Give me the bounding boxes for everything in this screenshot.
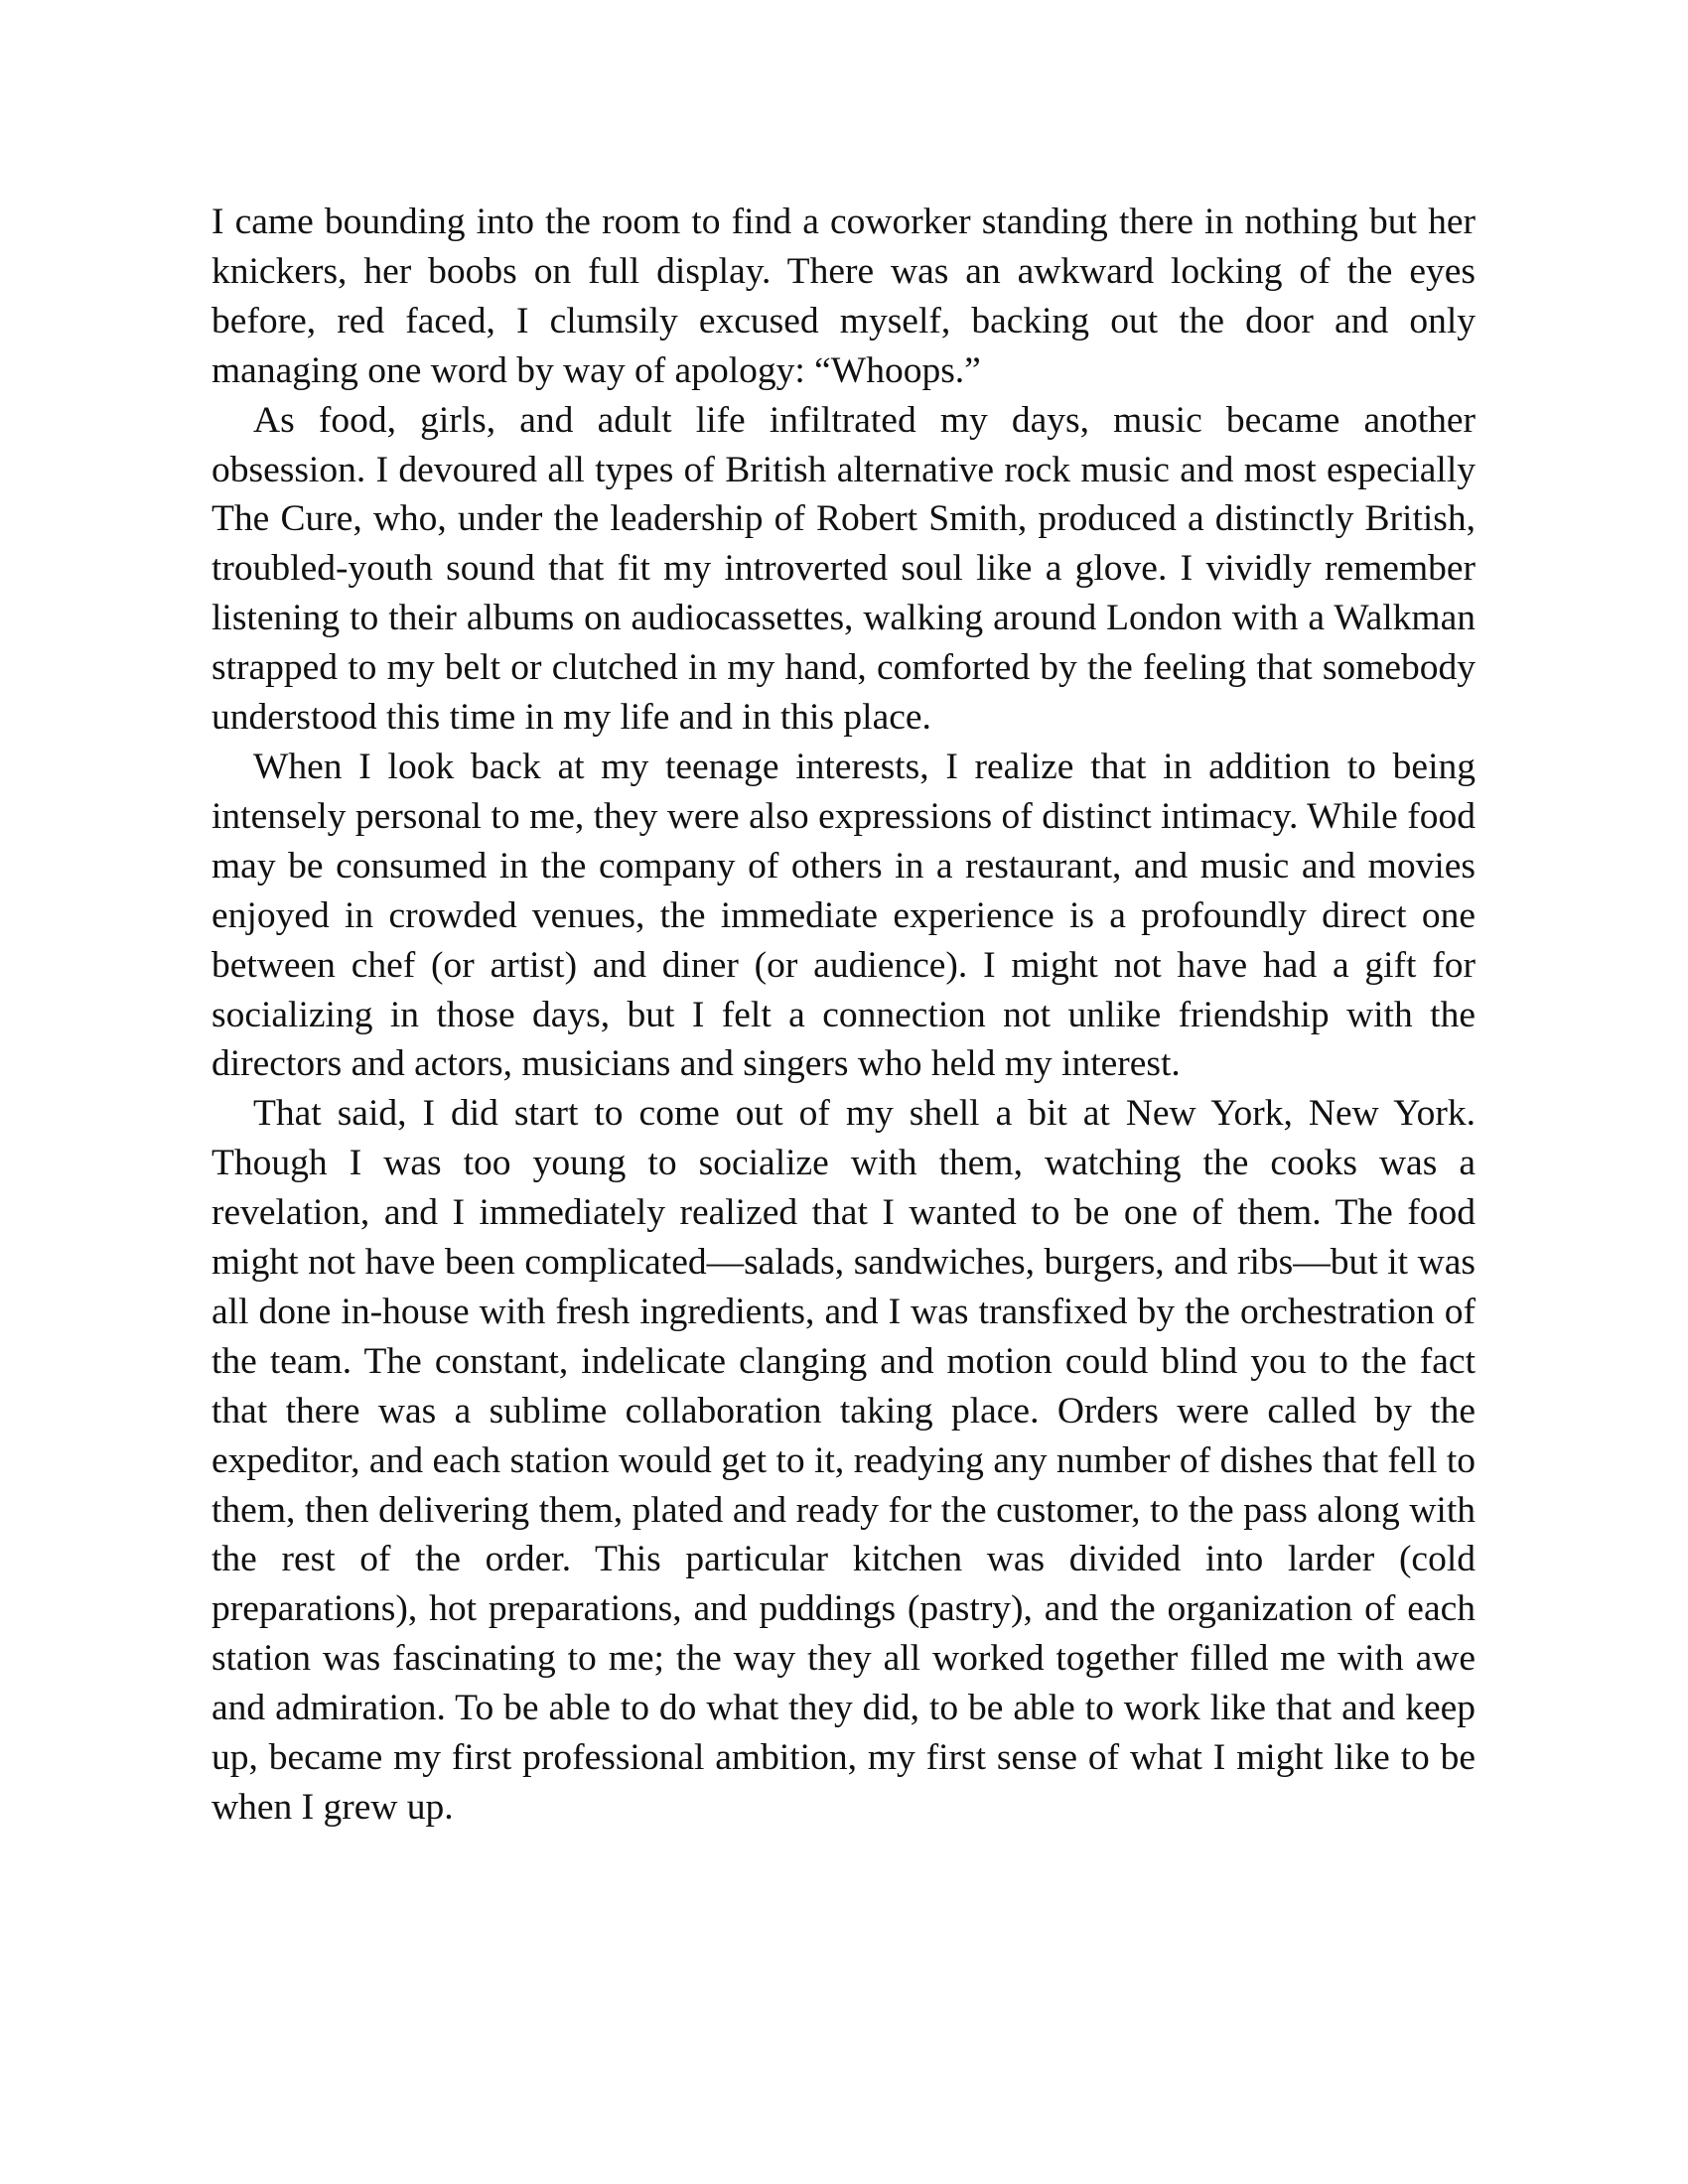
paragraph-1: I came bounding into the room to find a coworker standing there in nothing but her knickers, her boobs on full display. There was an awkward locking of the eyes before, red faced, I clumsily excused myself, backing out the door and only managing one word by way of apology: “Whoops.”	[211, 202, 1476, 391]
page-body	[211, 198, 1476, 1833]
paragraph-3: When I look back at my teenage interests, I realize that in addition to being intensely personal to me, they were also expressions of distinct intimacy. While food may be consumed in the company of others in a restaurant, and music and movies enjoyed in crowded venues, the immediate experience is a profoundly direct one between chef (or artist) and diner (or audience). I might not have had a gift for socializing in those days, but I felt a connection not unlike friendship with the directors and actors, musicians and singers who held my interest.	[211, 746, 1476, 1085]
paragraph-2: As food, girls, and adult life infiltrated my days, music became another obsession. I devoured all types of British alternative rock music and most especially The Cure, who, under the leadership of Robert Smith, produced a distinctly British, troubled-youth sound that fit my introverted soul like a glove. I vividly remember listening to their albums on audiocassettes, walking around London with a Walkman strapped to my belt or clutched in my hand, comforted by the feeling that somebody understood this time in my life and in this place.	[211, 399, 1476, 739]
paragraph-4: That said, I did start to come out of my shell a bit at New York, New York. Though I was too young to socialize with them, watching the cooks was a revelation, and I immediately realized that I wanted to be one of them. The food might not have been complicated—salads, sandwiches, burgers, and ribs—but it was all done in-house with fresh ingredients, and I was transfixed by the orchestration of the team. The constant, indelicate clanging and motion could blind you to the fact that there was a sublime collaboration taking place. Orders were called by the expeditor, and each station would get to it, readying any number of dishes that fell to them, then delivering them, plated and ready for the customer, to the pass along with the rest of the order. This particular kitchen was divided into larder (cold preparations), hot preparations, and puddings (pastry), and the organization of each station was fascinating to me; the way they all worked together filled me with awe and admiration. To be able to do what they did, to be able to work like that and keep up, became my first professional ambition, my first sense of what I might like to be when I grew up.	[211, 1093, 1476, 1828]
